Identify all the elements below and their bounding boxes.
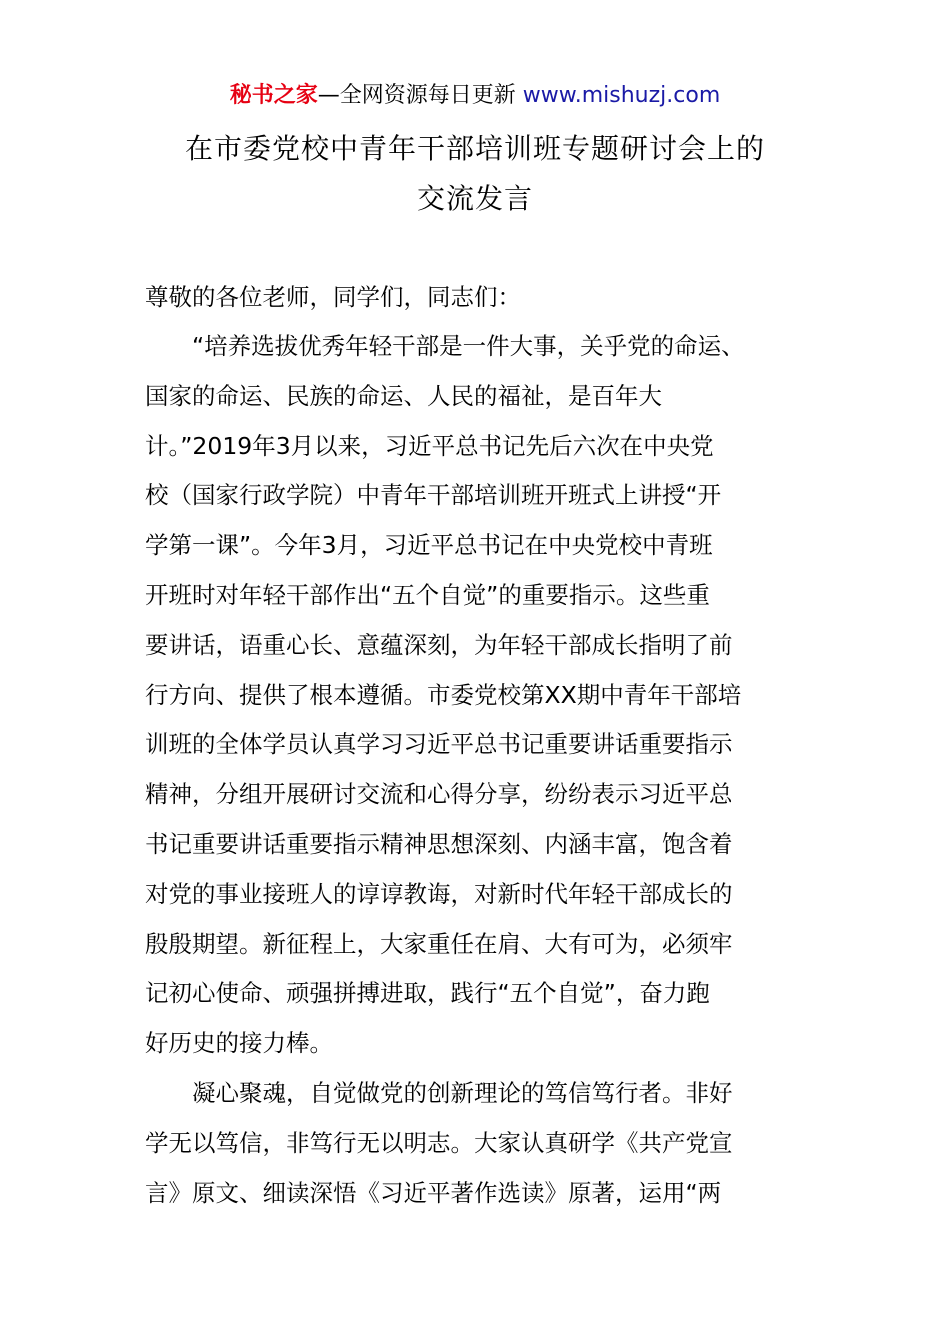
body-line: 国家的命运、民族的命运、人民的福祉，是百年大 xyxy=(145,381,662,410)
site-header xyxy=(0,80,950,112)
body-line: “培养选拔优秀年轻干部是一件大事，关乎党的命运、 xyxy=(145,332,745,360)
title-line: 在市委党校中青年干部培训班专题研讨会上的 xyxy=(184,132,765,165)
body-line: 行方向、提供了根本遵循。市委党校第XX期中青年干部培 xyxy=(145,680,742,709)
document-body xyxy=(145,272,810,1218)
body-line: 精神，分组开展研讨交流和心得分享，纷纷表示习近平总 xyxy=(145,780,733,809)
body-line: 训班的全体学员认真学习习近平总书记重要讲话重要指示 xyxy=(145,730,733,759)
site-url-link[interactable]: www.mishuzj.com xyxy=(522,83,721,108)
body-line: 书记重要讲话重要指示精神思想深刻、内涵丰富，饱含着 xyxy=(145,829,733,858)
body-line: 对党的事业接班人的谆谆教诲，对新时代年轻干部成长的 xyxy=(145,879,733,908)
body-line: 记初心使命、顽强拼搏进取，践行“五个自觉”，奋力跑 xyxy=(145,979,710,1008)
body-line: 学无以笃信，非笃行无以明志。大家认真研学《共产党宣 xyxy=(145,1128,733,1157)
site-brand: 秘书之家 xyxy=(229,83,318,108)
body-line: 殷殷期望。新征程上，大家重任在肩、大有可为，必须牢 xyxy=(145,929,733,958)
document-title xyxy=(0,124,950,224)
site-tagline: —全网资源每日更新 xyxy=(317,83,516,108)
body-line: 好历史的接力棒。 xyxy=(145,1029,333,1058)
body-line: 要讲话，语重心长、意蕴深刻，为年轻干部成长指明了前 xyxy=(145,630,733,659)
body-line: 计。”2019年3月以来，习近平总书记先后六次在中央党 xyxy=(145,431,714,460)
body-line: 开班时对年轻干部作出“五个自觉”的重要指示。这些重 xyxy=(145,580,710,609)
body-line: 校（国家行政学院）中青年干部培训班开班式上讲授“开 xyxy=(145,481,722,510)
body-line: 学第一课”。今年3月，习近平总书记在中央党校中青班 xyxy=(145,531,713,560)
body-line: 凝心聚魂，自觉做党的创新理论的笃信笃行者。非好 xyxy=(145,1078,733,1107)
salutation: 尊敬的各位老师，同学们，同志们： xyxy=(145,283,521,311)
body-line: 言》原文、细读深悟《习近平著作选读》原著，运用“两 xyxy=(145,1178,722,1207)
title-line: 交流发言 xyxy=(416,182,533,215)
